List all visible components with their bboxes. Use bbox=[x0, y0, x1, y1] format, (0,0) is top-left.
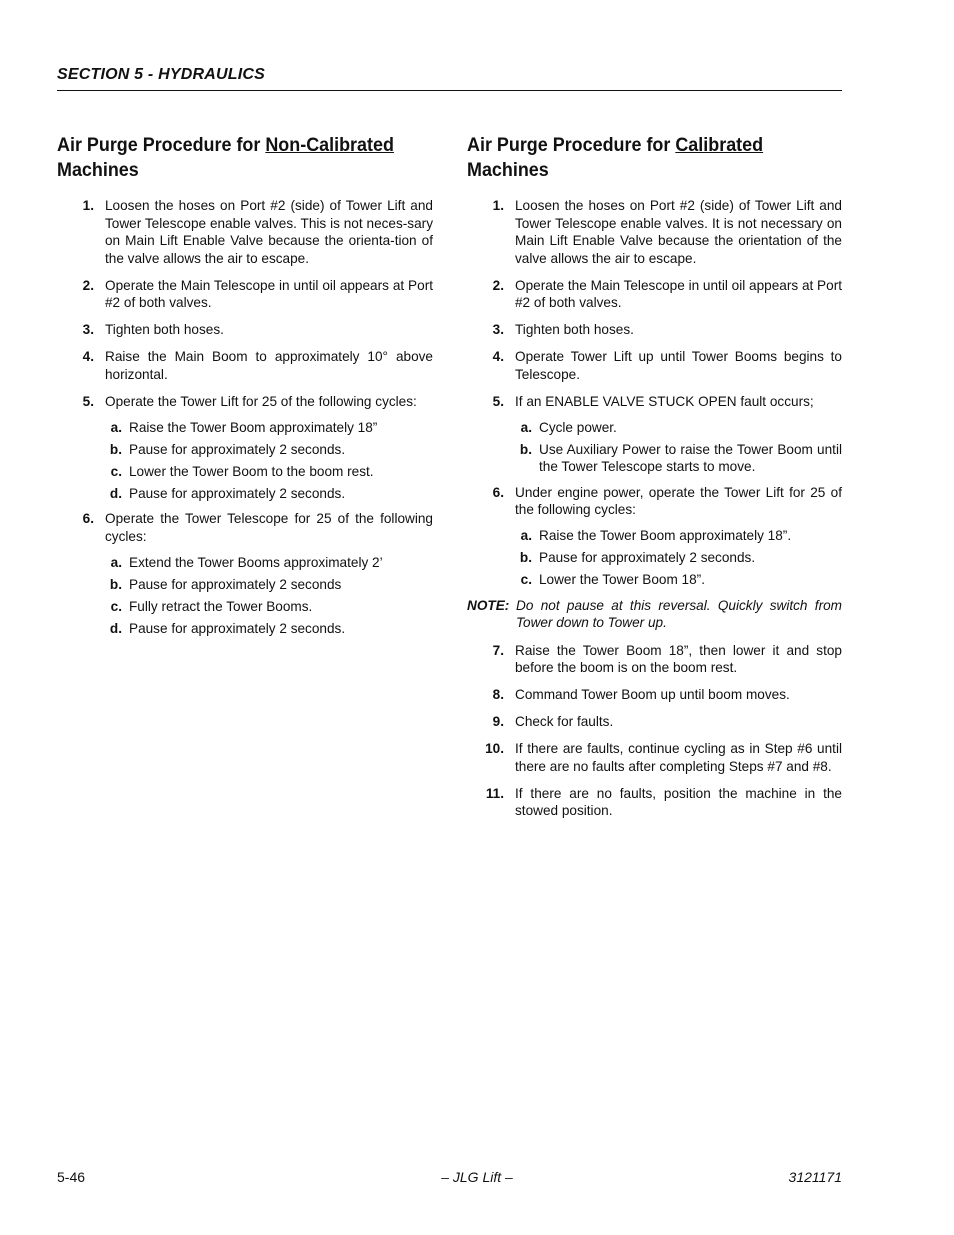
right-step-9: 9. Check for faults. bbox=[492, 714, 614, 729]
right-sub-6c: c. Lower the Tower Boom 18”. bbox=[520, 572, 705, 587]
note-label: NOTE: bbox=[467, 597, 510, 613]
right-step-7: 7. Raise the Tower Boom 18”, then lower it and stop before the boom is on the boom rest. bbox=[492, 642, 842, 675]
left-column bbox=[57, 133, 433, 645]
footer-publisher: – JLG Lift – bbox=[441, 1169, 513, 1185]
right-step-5-substeps bbox=[467, 419, 842, 476]
left-sub-6c: c. Fully retract the Tower Booms. bbox=[110, 598, 313, 614]
right-title-underlined: Calibrated bbox=[675, 134, 764, 156]
right-steps bbox=[467, 197, 842, 410]
left-steps bbox=[57, 197, 433, 410]
left-sub-6a: a. Extend the Tower Booms approximately 2’ bbox=[110, 554, 383, 570]
section-header: SECTION 5 - HYDRAULICS bbox=[57, 66, 265, 83]
page-number: 5-46 bbox=[57, 1169, 86, 1185]
right-sub-6b: b. Pause for approximately 2 seconds. bbox=[519, 550, 756, 565]
left-step-5-substeps bbox=[57, 419, 433, 503]
right-step-11: 11. If there are no faults, position the machine in the stowed position. bbox=[485, 785, 842, 818]
note bbox=[467, 597, 842, 632]
right-title: Air Purge Procedure for Calibrated Machines bbox=[467, 134, 764, 181]
left-sub-5a: a. Raise the Tower Boom approximately 18” bbox=[110, 419, 378, 435]
right-step-6-substeps bbox=[467, 527, 842, 589]
note-text: Do not pause at this reversal. Quickly switch from Tower down to Tower up. bbox=[516, 597, 842, 630]
header-rule bbox=[57, 90, 842, 91]
left-sub-5c: c. Lower the Tower Boom to the boom rest. bbox=[110, 463, 374, 479]
left-title: Air Purge Procedure for Non-Calibrated Machines bbox=[57, 134, 394, 181]
right-column bbox=[467, 133, 842, 829]
right-step-4: 4. Operate Tower Lift up until Tower Booms begins to Telescope. bbox=[492, 349, 842, 382]
left-sub-5d: d. Pause for approximately 2 seconds. bbox=[109, 485, 346, 501]
left-sub-6d: d. Pause for approximately 2 seconds. bbox=[109, 620, 346, 636]
right-step-2: 2. Operate the Main Telescope in until oil appears at Port #2 of both valves. bbox=[492, 277, 842, 310]
left-step-1: 1. Loosen the hoses on Port #2 (side) of Tower Lift and Tower Telescope enable valves. This is not neces-sary on Main Lift Enable Valve because the orienta-tion of the valve allows the air to escape. bbox=[82, 198, 433, 266]
left-title-underlined: Non-Calibrated bbox=[265, 134, 394, 156]
left-step-3: 3. Tighten both hoses. bbox=[82, 322, 224, 337]
right-step-10: 10. If there are faults, continue cycling as in Step #6 until there are no faults after completing Steps #7 and #8. bbox=[485, 741, 842, 774]
right-step-8: 8. Command Tower Boom up until boom moves. bbox=[492, 687, 790, 702]
right-sub-5a: a. Cycle power. bbox=[520, 419, 617, 435]
left-step-5: 5. Operate the Tower Lift for 25 of the following cycles: bbox=[82, 393, 417, 409]
left-step-6: 6. Operate the Tower Telescope for 25 of the following cycles: bbox=[82, 511, 433, 544]
right-sub-5b: b. Use Auxiliary Power to raise the Tower Boom until the Tower Telescope starts to move. bbox=[519, 441, 842, 474]
right-step-1: 1. Loosen the hoses on Port #2 (side) of Tower Lift and Tower Telescope enable valves. It is not necessary on Main Lift Enable Valve because the orientation of the valve allows the air to escape. bbox=[492, 198, 842, 266]
right-sub-6a: a. Raise the Tower Boom approximately 18”. bbox=[520, 528, 792, 543]
left-step-4: 4. Raise the Main Boom to approximately 10° above horizontal. bbox=[82, 349, 433, 382]
left-sub-5b: b. Pause for approximately 2 seconds. bbox=[109, 441, 346, 457]
left-step-6-substeps bbox=[57, 554, 433, 638]
left-steps-cont bbox=[57, 510, 433, 545]
left-step-2: 2. Operate the Main Telescope in until oil appears at Port #2 of both valves. bbox=[82, 277, 433, 310]
right-steps-cont bbox=[467, 484, 842, 519]
doc-number: 3121171 bbox=[788, 1169, 842, 1185]
left-sub-6b: b. Pause for approximately 2 seconds bbox=[109, 576, 342, 592]
right-steps-final bbox=[467, 642, 842, 820]
right-step-6: 6. Under engine power, operate the Tower Lift for 25 of the following cycles: bbox=[492, 484, 842, 517]
right-step-3: 3. Tighten both hoses. bbox=[492, 322, 634, 337]
right-step-5: 5. If an ENABLE VALVE STUCK OPEN fault occurs; bbox=[492, 393, 814, 409]
